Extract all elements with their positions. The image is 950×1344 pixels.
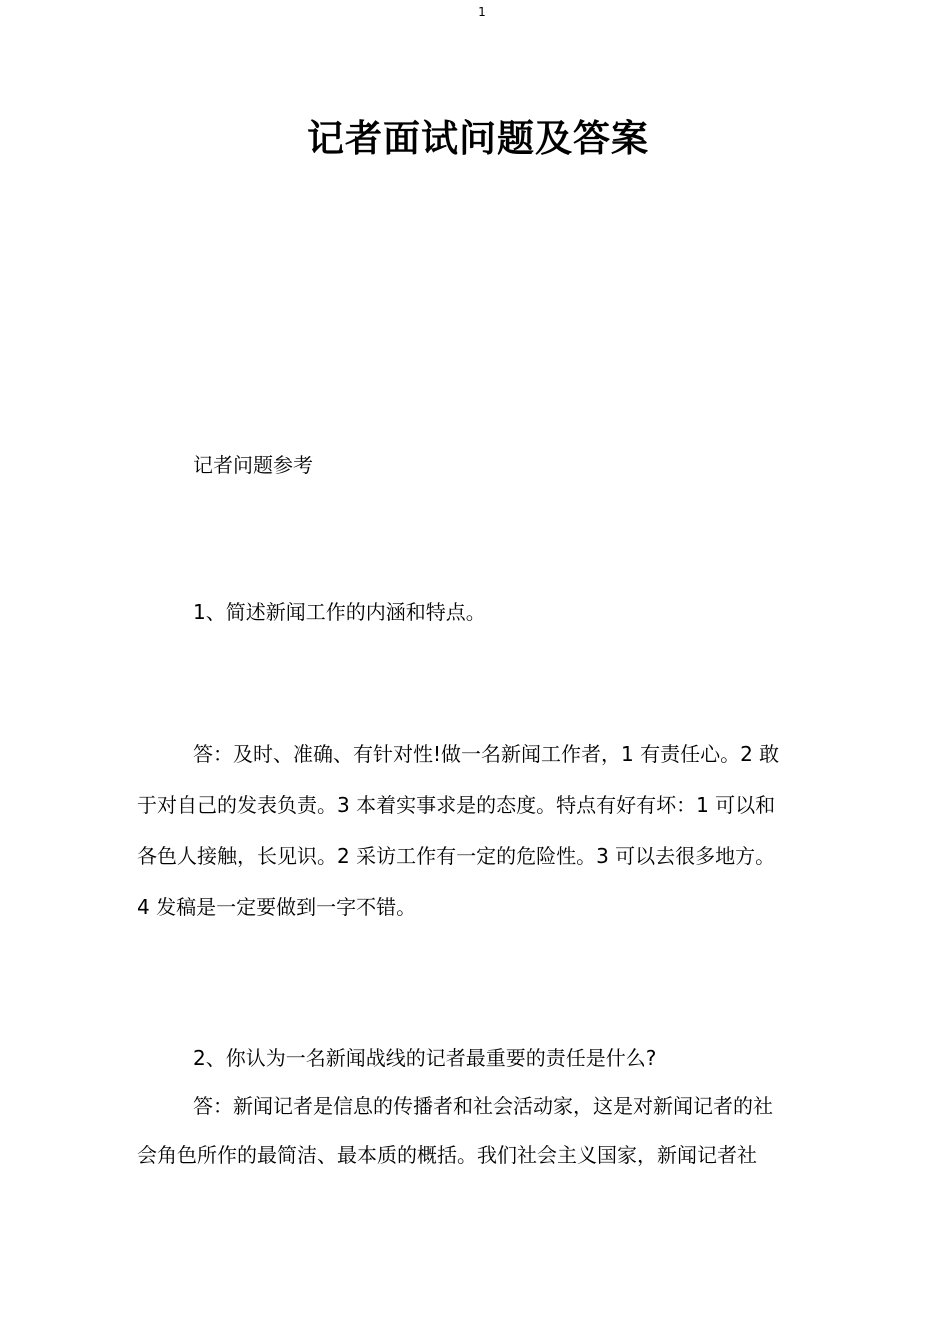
question-2: 2、你认为一名新闻战线的记者最重要的责任是什么? bbox=[193, 1046, 657, 1070]
section-heading: 记者问题参考 bbox=[193, 453, 313, 477]
answer-2-line-2: 会角色所作的最简洁、最本质的概括。我们社会主义国家，新闻记者社 bbox=[137, 1143, 757, 1167]
answer-2-line-1: 答：新闻记者是信息的传播者和社会活动家，这是对新闻记者的社 bbox=[193, 1094, 773, 1118]
answer-1-line-4: 4 发稿是一定要做到一字不错。 bbox=[137, 895, 417, 919]
answer-1-line-3: 各色人接触，长见识。2 采访工作有一定的危险性。3 可以去很多地方。 bbox=[137, 844, 776, 868]
document-title: 记者面试问题及答案 bbox=[307, 117, 649, 160]
question-1: 1、简述新闻工作的内涵和特点。 bbox=[193, 600, 486, 624]
answer-1-line-2: 于对自己的发表负责。3 本着实事求是的态度。特点有好有坏：1 可以和 bbox=[137, 793, 776, 817]
page-number: 1 bbox=[478, 5, 486, 19]
answer-1-line-1: 答：及时、准确、有针对性!做一名新闻工作者，1 有责任心。2 敢 bbox=[193, 742, 780, 766]
